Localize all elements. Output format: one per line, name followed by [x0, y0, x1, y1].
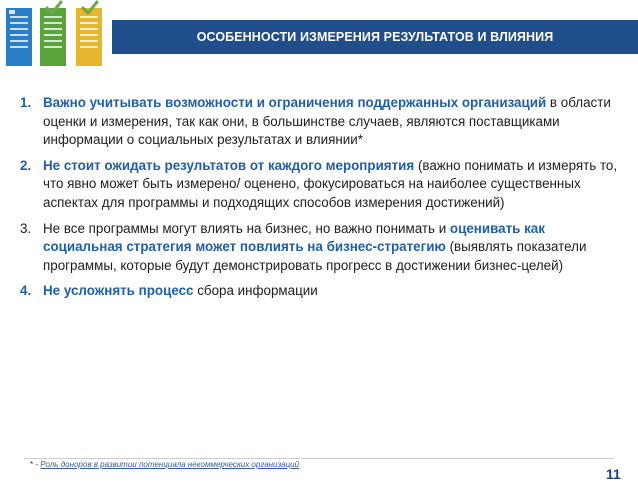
footer-divider — [24, 458, 614, 459]
item-number: 3. — [20, 220, 32, 236]
list-item — [20, 94, 625, 150]
list-item — [20, 220, 625, 276]
footnote — [30, 460, 299, 469]
item-text: в области оценки и измерения, так как они, в большинстве случаев, являются поставщиками информации о социальных результатах и влиянии* — [43, 95, 611, 148]
item-number: 1. — [20, 95, 32, 110]
item-highlight: Не усложнять процесс — [43, 283, 194, 299]
item-highlight: Важно учитывать возможности и ограничения поддержанных организаций — [43, 95, 547, 110]
thumbnail-blue — [6, 8, 32, 66]
item-number: 2. — [20, 157, 32, 173]
item-highlight: оценивать как социальная стратегия может повлиять на бизнес-стратегию — [43, 220, 545, 255]
item-text: сбора информации — [193, 283, 318, 299]
item-number: 4. — [20, 283, 32, 299]
item-text-prefix: Не все программы могут влиять на бизнес, но важно понимать и — [43, 220, 450, 236]
page-number: 11 — [606, 466, 621, 482]
thumbnail-yellow — [76, 8, 102, 66]
item-text: (выявлять показатели программы, которые будут демонстрировать прогресс в достижении бизнес-целей) — [43, 239, 587, 273]
footnote-link[interactable]: Роль доноров в развитии потенциала некоммерческих организаций — [40, 460, 300, 469]
checkmark-icon — [81, 0, 99, 16]
item-text: (важно понимать и измерять то, что явно может быть измерено/ оценено, фокусироваться на наиболее существенных аспектах для программы и подходящих способов измерения достижений) — [43, 157, 618, 210]
numbered-list — [20, 94, 625, 301]
footnote-marker: * - — [30, 460, 38, 469]
slide-content — [20, 94, 625, 308]
list-item — [20, 282, 625, 301]
item-highlight: Не стоит ожидать результатов от каждого мероприятия — [43, 157, 415, 173]
slide-title: ОСОБЕННОСТИ ИЗМЕРЕНИЯ РЕЗУЛЬТАТОВ И ВЛИЯНИЯ — [112, 20, 638, 54]
thumbnail-logo — [9, 10, 15, 14]
slide-header — [0, 0, 638, 78]
checkmark-icon — [45, 0, 63, 16]
thumbnail-green — [40, 8, 66, 66]
list-item — [20, 157, 625, 213]
